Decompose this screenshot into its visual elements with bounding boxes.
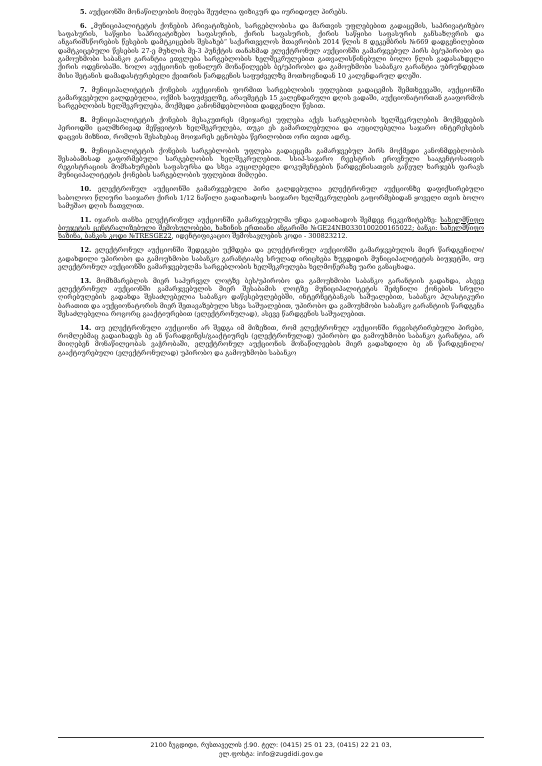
paragraph-text: აუქციონში მონაწილეობის მიღება შეუძლია ფიზიკურ და იურიდიულ პირებს. (88, 8, 348, 16)
paragraph-7 (58, 86, 484, 111)
page-footer (58, 741, 484, 759)
paragraph-5 (58, 8, 484, 16)
paragraph-9 (58, 147, 484, 180)
footer-email: ელ.ფოსტა: info@zugdidi.gov.ge (219, 750, 323, 758)
paragraph-text: მუნიციპალიტეტის ქონების აუქციონის ფორმით სარგებლობის უფლებით გადაცემის შემთხვევაში, აუქციონში გამარჯვებული გალდებულია, ოქმის საფუძველზე, არაუმეტეს 15 კალენდარული დღის ვადაში, აუქციონატორთან გააფორმოს სარგებლობის ხელშეკრულება, მოქმედი კანონმდებლობით დადგენილი წესით. (58, 85, 484, 111)
paragraph-10 (58, 185, 484, 210)
footer-divider (58, 737, 484, 738)
paragraph-text: ელექტრონულ აუქციონში შედეგები უქმდება და ელექტრონულ აუქციონში გამარჯვებულის მიერ წარდგენილი/გადახდილი უპირობო და გამოუხმობი საბანკო გარანტია/ბე სრულად ირიცხება ზუგდიდის მუნიციპალიტეტის ბიუჯეტში, თუ ელექტრონულ აუქციონში გამარჯვებულმა სარგებლობის ხელშეკრულება ხელმოწერაზე უარი განაცხადა. (58, 246, 484, 271)
paragraph-text: თუ ელექტრონული აუქციონი არ შედგა იმ მიზეზით, რომ ელექტრონულ აუქციონში რეგისტრირებული პირები, რომლებმაც გადაიხადეს ბე ან წარადგინეს/გააქტიურეს (ელექტრონულად) უპირობო და გამოუხმობი საბანკო გარანტია, არ მიიღებენ მონაწილეობას ვაჭრობაში, ელექტრონულ აუქციონის მონაწილეების მიერ გადახდილი ბე ან წარდგენილი/გააქტიურებული (ელექტრონულად) უპირობო და გამოუხმობი საბანკო (58, 323, 484, 357)
document-body (58, 8, 484, 363)
paragraph-number: 13. (80, 276, 92, 285)
paragraph-number: 11. (80, 215, 92, 224)
paragraph-number: 12. (80, 246, 92, 255)
paragraph-text: ელექტრონულ აუქციონში გამარჯვებული პირი გალდებულია ელექტრონულ აუქციონზე დაფიქსირებული საბოლოო წლიური საიჯარო ქირის 1/12 ნაწილი გადაიხადოს საიჯარო ხელშეკრულების გაფორმებიდან ყოველი თვის ბოლო სამუშაო დღის ჩათვლით. (58, 185, 484, 210)
paragraph-number: 5. (80, 8, 87, 16)
paragraph-text: მუნიციპალიტეტის ქონების სარგებლობის უფლება გადაეცემა გამარჯვებულ პირს მოქმედი კანონმდებლობის შესაბამისად გაფორმებული სარგებლობის ხელშეკრულებით. სსიპ-საჯარო რეესტრის ეროვნული სააგენტოსათვის რეგისტრაციის მომსახურების საფასურსა და სხვა აუცილებელი დოკუმენტების წარდგენისათვის გაწეულ ხარჯებს ფარავს მუნიციპალიტეტის ქონების სარგებლობის უფლებით მიმღები. (58, 146, 484, 180)
footer-address: 2100 ზუგდიდი, რუსთაველის ქ.90. ტელ: (0415) 25 01 23, (0415) 22 21 03, (150, 741, 392, 749)
paragraph-text: იჯარის თანხა ელექტრონულ აუქციონში გამარჯვებულმა უნდა გადაიხადოს შემდეგ რეკვიზიტებზე: (94, 215, 441, 224)
paragraph-number: 14. (80, 323, 92, 332)
paragraph-6 (58, 22, 484, 80)
paragraph-13 (58, 277, 484, 318)
paragraph-number: 7. (80, 85, 87, 94)
paragraph-text-tail: , იდენტიფიკაციო შემოსავლების კოდი - 300823212. (171, 232, 348, 241)
paragraph-text: მომხმარებლის მიერ საჰურველ ლოტზე ბეს/უპირობო და გამოუხმობი საბანკო გარანტიის გადახდა, ასევე ელექტრონულ აუქციონში გამარჯვებულის მიერ შესაბამის ლოტზე მუნიციპალიტეტის შეძენილი ქონების სრული ღირებულების გადახდა შესაძლებელია საბანკო დაწესებულებებში, ინტერნეტბანკის საშუალებით, საბანკო პლასტიკური ბარათით და აუქციონატორის მიერ შეთავაზებული სხვა საშუალებით, უპირობო და გამოუხმობი საბანკო გარანტიის წარდგენა შესაძლებელია როგორც გააქტიურებით (ელექტრონულად), ასევე წარდგენის საშუალებით. (58, 276, 484, 318)
paragraph-number: 6. (80, 21, 87, 30)
paragraph-11 (58, 216, 484, 241)
paragraph-text: „მუნიციპალიტეტის ქონების პრივატიზების, სარგებლობისა და მართვის უფლებებით გადაცემის, საპრივატიზებო საფასურის, საწყისი საპრივატიზებო საფასურის, ქირის საფასურის, ქირის საწყისი საფასურის განსაზღვრის და ანგარიშსწორების წესების დამტკიცების შესახებ“ საქართველოს მთავრობის 2014 წლის 8 დეკემბრის №669 დადგენილებით დამტკიცებული წესების 27-ე მუხლის მე-3 პუნქტის თანახმად ელექტრონულ აუქციონში გამარჯვებულ პირს ბე/უპირობო და გამოუხმობი საბანკო გარანტია ეთვლება სარგებლობის ხელშეკრულებით გათვალისწინებული ბოლო წლის გადასახდელი ქირის ოდენობაში. ხოლო აუქციონის ფინალურ მონაწილეებს ბე/უპირობო და გამოუხმობი საბანკო გარანტია უბრუნდებათ მისი შეტანის დამადასტურებელი ქვითრის წარდგენის საფუძველზე მოთხოვნიდან 10 კალენდარულ დღეში. (58, 21, 484, 80)
paragraph-number: 8. (80, 116, 87, 125)
bank-details-underlined: სახელმწიფო ბიუჯეტის ცენტრალიზებული შემოსულობები, ხაზინის ერთიანი ანგარიში №GE24NB0330100200165022; ბანკი: სახელმწიფო ხაზინა, ბანკის კოდი №TRESGE22 (58, 215, 484, 241)
paragraph-12 (58, 246, 484, 271)
paragraph-number: 10. (80, 185, 92, 194)
paragraph-number: 9. (80, 146, 87, 155)
paragraph-text: მუნიციპალიტეტის ქონების მესაკუთრეს (მეიჯარე) უფლება აქვს სარგებლობის ხელშეკრულების მოქმედების პერიოდში ცალმხრივად მეწყვიტოს ხელშეკრულება, თუკი ეს გამართლებულია და აუცილებელია საჯარო ინტერესების დაცვის მიზნით, რომლის შესახებაც მოიჯარეს ეცნობება წერილობით ორი თვით ადრე. (58, 116, 484, 141)
paragraph-8 (58, 116, 484, 141)
paragraph-14 (58, 324, 484, 357)
